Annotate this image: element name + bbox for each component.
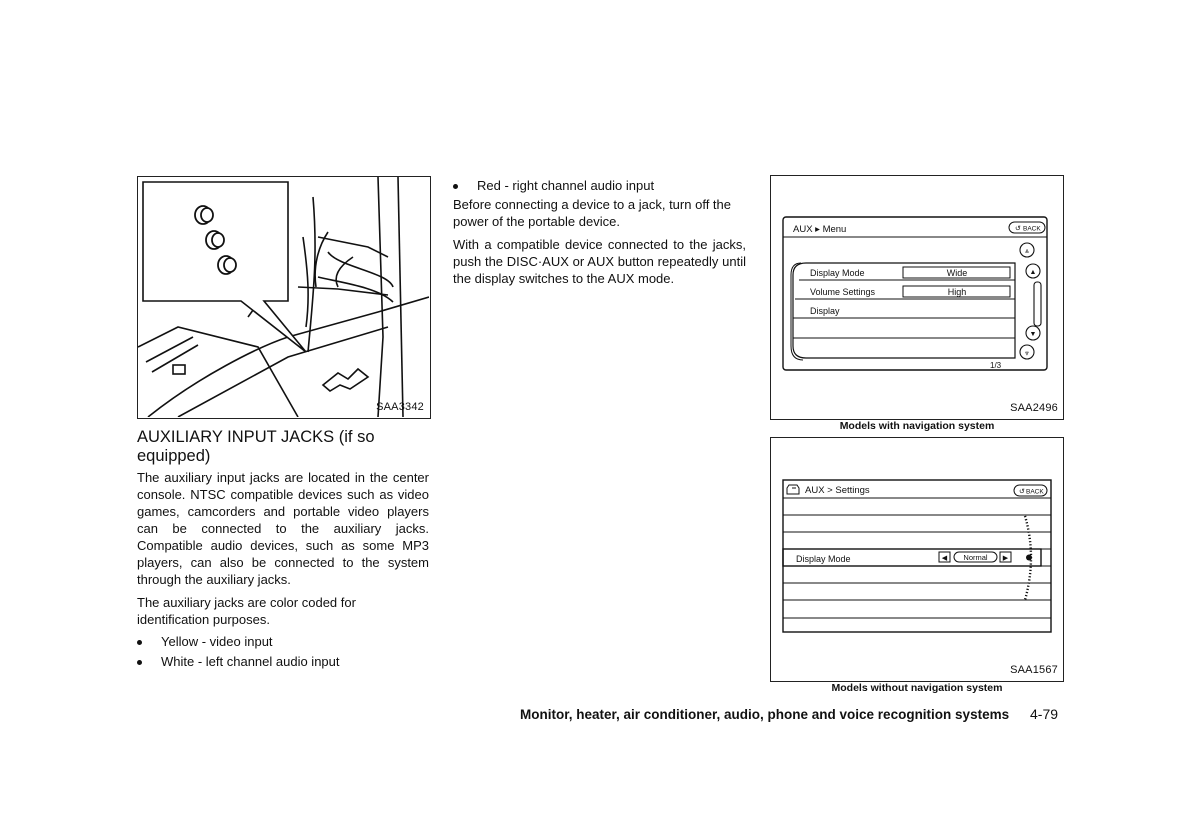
back-arrow-icon: ↺ bbox=[1019, 488, 1025, 496]
menu-row-display: Display bbox=[810, 306, 840, 316]
figure-code: SAA2496 bbox=[1010, 402, 1058, 414]
menu-value-volume-settings: High bbox=[947, 287, 967, 297]
footer-title: Monitor, heater, air conditioner, audio, phone and voice recognition systems bbox=[520, 707, 1010, 722]
color-code-paragraph: The auxiliary jacks are color coded for identification purposes. bbox=[137, 595, 356, 627]
switch-mode-paragraph: With a compatible device connected to the jacks, push the DISC·AUX or AUX button repeatedly until the display switches to the AUX mode. bbox=[453, 237, 746, 286]
non-nav-screen bbox=[771, 438, 1062, 680]
menu-row-display-mode: Display Mode bbox=[810, 268, 865, 278]
settings-value-display-mode: Normal bbox=[963, 553, 988, 562]
section-heading-line1: AUXILIARY INPUT JACKS (if so bbox=[137, 428, 375, 446]
scrollbar-track bbox=[1034, 282, 1041, 326]
console-jacks-illustration bbox=[137, 176, 431, 419]
bullet-dot bbox=[137, 640, 142, 645]
back-label: BACK bbox=[1026, 488, 1044, 496]
back-label: BACK bbox=[1023, 225, 1041, 233]
scroll-position-icon bbox=[1026, 555, 1032, 561]
page-indicator: 1/3 bbox=[990, 361, 1002, 370]
section-heading bbox=[137, 428, 437, 466]
power-off-paragraph: Before connecting a device to a jack, turn off the power of the portable device. bbox=[453, 197, 731, 229]
svg-text:▼: ▼ bbox=[1029, 331, 1037, 338]
menu-value-display-mode: Wide bbox=[946, 268, 968, 278]
figure-code: SAA1567 bbox=[1010, 664, 1058, 676]
figure-caption-non-nav: Models without navigation system bbox=[831, 682, 1003, 694]
settings-row-display-mode: Display Mode bbox=[796, 554, 851, 564]
svg-text:⩓: ⩓ bbox=[1025, 248, 1029, 255]
screen-title: AUX > Settings bbox=[805, 485, 870, 496]
figure-code: SAA3342 bbox=[376, 401, 424, 413]
nav-screen-figure bbox=[770, 175, 1064, 420]
page-number: 4-79 bbox=[1030, 706, 1059, 722]
intro-paragraph: The auxiliary input jacks are located in the center console. NTSC compatible devices such as video games, camcorders and portable video players can be connected to the auxiliary jacks. Compatible audio devices, such as some MP3 players, can also be connected to the system through the auxiliary jacks. bbox=[137, 470, 429, 587]
back-arrow-icon: ↺ bbox=[1015, 225, 1021, 233]
menu-row-volume-settings: Volume Settings bbox=[810, 287, 876, 297]
screen-title: AUX ▸ Menu bbox=[793, 224, 847, 235]
bullet-dot bbox=[137, 660, 142, 665]
bullet-text: White - left channel audio input bbox=[161, 654, 340, 669]
figure-caption-nav: Models with navigation system bbox=[839, 420, 995, 432]
nav-screen bbox=[771, 176, 1062, 418]
bullet-dot bbox=[453, 184, 458, 189]
svg-text:⩔: ⩔ bbox=[1025, 350, 1029, 357]
svg-text:◀: ◀ bbox=[941, 555, 948, 562]
bullet-text: Yellow - video input bbox=[161, 634, 273, 649]
svg-text:▶: ▶ bbox=[1002, 555, 1009, 562]
section-heading-line2: equipped) bbox=[137, 447, 211, 465]
bullet-text: Red - right channel audio input bbox=[477, 178, 655, 193]
svg-text:▲: ▲ bbox=[1029, 269, 1037, 276]
console-drawing bbox=[138, 177, 429, 417]
non-nav-screen-figure bbox=[770, 437, 1064, 682]
